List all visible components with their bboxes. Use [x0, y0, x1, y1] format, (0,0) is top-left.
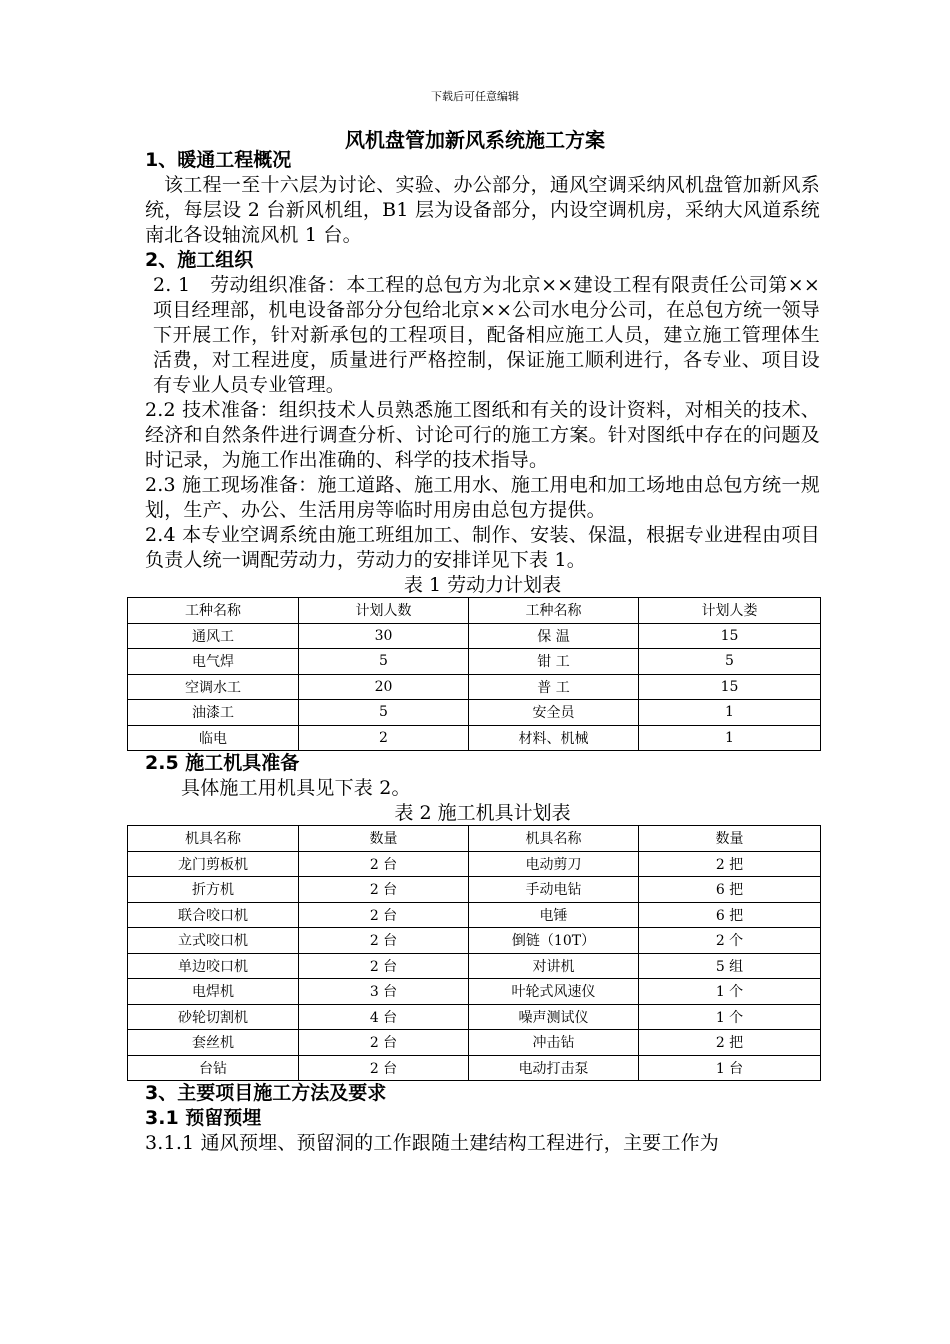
table-row	[128, 877, 821, 903]
table-header-cell: 计划人数	[299, 598, 469, 624]
table-row	[128, 928, 821, 954]
table-cell: 立式咬口机	[128, 928, 299, 954]
table-cell: 1	[639, 725, 821, 751]
table-cell: 安全员	[469, 700, 639, 726]
table-cell: 钳 工	[469, 649, 639, 675]
table-row	[128, 851, 821, 877]
table-cell: 冲击钻	[469, 1030, 639, 1056]
table-row	[128, 1055, 821, 1081]
section-2-5-text: 具体施工用机具见下表 2。	[181, 777, 411, 799]
table-cell: 4 台	[299, 1004, 469, 1030]
table-cell: 5	[639, 649, 821, 675]
table-cell: 30	[299, 623, 469, 649]
table-cell: 2 台	[299, 851, 469, 877]
table-cell: 联合咬口机	[128, 902, 299, 928]
table-cell: 2 台	[299, 1055, 469, 1081]
section-1-heading: 1、暖通工程概况	[145, 149, 292, 171]
table-cell: 电气焊	[128, 649, 299, 675]
document-title: 风机盘管加新风系统施工方案	[345, 128, 605, 152]
table-cell: 2 个	[639, 928, 821, 954]
table-header-cell: 数量	[639, 826, 821, 852]
table-cell: 龙门剪板机	[128, 851, 299, 877]
table-cell: 2 台	[299, 1030, 469, 1056]
table-cell: 叶轮式风速仪	[469, 979, 639, 1005]
table-header-cell: 工种名称	[128, 598, 299, 624]
table-cell: 2 台	[299, 902, 469, 928]
table-cell: 电动剪刀	[469, 851, 639, 877]
table-cell: 2	[299, 725, 469, 751]
section-1-text: 该工程一至十六层为讨论、实验、办公部分，通风空调采纳风机盘管加新风系统，每层设 2 台新风机组，B1 层为设备部分，内设空调机房，采纳大风道系统南北各设轴流风机 1 台。	[145, 174, 820, 246]
table-cell: 电锤	[469, 902, 639, 928]
section-2-heading: 2、施工组织	[145, 249, 254, 271]
table-cell: 20	[299, 674, 469, 700]
table-cell: 折方机	[128, 877, 299, 903]
table-cell: 1 个	[639, 1004, 821, 1030]
section-3-1-heading: 3.1 预留预埋	[145, 1107, 262, 1129]
table-row	[128, 1030, 821, 1056]
section-2-4-text: 2.4 本专业空调系统由施工班组加工、制作、安装、保温，根据专业进程由项目负责人统一调配劳动力，劳动力的安排详见下表 1。	[145, 524, 820, 571]
table-row	[128, 725, 821, 751]
table-cell: 套丝机	[128, 1030, 299, 1056]
table-header-cell: 工种名称	[469, 598, 639, 624]
table-cell: 普 工	[469, 674, 639, 700]
equipment-plan-table	[127, 825, 821, 1081]
table-cell: 油漆工	[128, 700, 299, 726]
table-cell: 1 台	[639, 1055, 821, 1081]
table-row	[128, 700, 821, 726]
section-2-1-text: 2. 1 劳动组织准备：本工程的总包方为北京××建设工程有限责任公司第××项目经理部，机电设备部分分包给北京××公司水电分公司，在总包方统一领导下开展工作，针对新承包的工程项目，配备相应施工人员，建立施工管理体生活费，对工程进度，质量进行严格控制，保证施工顺利进行，各专业、项目设有专业人员专业管理。	[153, 274, 820, 396]
table-cell: 通风工	[128, 623, 299, 649]
table-cell: 材料、机械	[469, 725, 639, 751]
table-row	[128, 623, 821, 649]
table-row	[128, 902, 821, 928]
table-header-cell: 机具名称	[128, 826, 299, 852]
table-cell: 15	[639, 674, 821, 700]
table-2-caption: 表 2 施工机具计划表	[394, 802, 571, 824]
table-row	[128, 1004, 821, 1030]
table-cell: 砂轮切割机	[128, 1004, 299, 1030]
table-cell: 空调水工	[128, 674, 299, 700]
table-cell: 3 台	[299, 979, 469, 1005]
table-cell: 2 把	[639, 1030, 821, 1056]
table-cell: 保 温	[469, 623, 639, 649]
table-cell: 电动打击泵	[469, 1055, 639, 1081]
table-cell: 2 台	[299, 928, 469, 954]
table-header-cell: 计划人娄	[639, 598, 821, 624]
table-row	[128, 674, 821, 700]
table-cell: 5 组	[639, 953, 821, 979]
table-cell: 2 台	[299, 953, 469, 979]
table-header-cell: 数量	[299, 826, 469, 852]
section-3-heading: 3、主要项目施工方法及要求	[145, 1082, 387, 1104]
section-2-2-text: 2.2 技术准备：组织技术人员熟悉施工图纸和有关的设计资料，对相关的技术、经济和自然条件进行调查分析、讨论可行的施工方案。针对图纸中存在的问题及时记录，为施工作出准确的、科学的技术指导。	[145, 399, 820, 471]
labor-plan-table	[127, 597, 821, 751]
table-header-row	[128, 826, 821, 852]
table-cell: 2 台	[299, 877, 469, 903]
table-cell: 临电	[128, 725, 299, 751]
table-row	[128, 979, 821, 1005]
section-2-5-heading: 2.5 施工机具准备	[145, 752, 300, 774]
table-cell: 1 个	[639, 979, 821, 1005]
table-row	[128, 649, 821, 675]
document-body	[145, 148, 820, 1156]
table-header-cell: 机具名称	[469, 826, 639, 852]
table-cell: 6 把	[639, 877, 821, 903]
section-2-3-text: 2.3 施工现场准备：施工道路、施工用水、施工用电和加工场地由总包方统一规划，生产、办公、生活用房等临时用房由总包方提供。	[145, 474, 820, 521]
table-cell: 单边咬口机	[128, 953, 299, 979]
table-cell: 15	[639, 623, 821, 649]
table-cell: 1	[639, 700, 821, 726]
table-1-caption: 表 1 劳动力计划表	[403, 574, 562, 596]
table-cell: 6 把	[639, 902, 821, 928]
table-cell: 电焊机	[128, 979, 299, 1005]
table-cell: 倒链（10T）	[469, 928, 639, 954]
table-cell: 对讲机	[469, 953, 639, 979]
table-header-row	[128, 598, 821, 624]
table-cell: 5	[299, 700, 469, 726]
section-3-1-1-text: 3.1.1 通风预埋、预留洞的工作跟随土建结构工程进行，主要工作为	[145, 1132, 719, 1154]
table-cell: 2 把	[639, 851, 821, 877]
table-cell: 台钻	[128, 1055, 299, 1081]
table-cell: 5	[299, 649, 469, 675]
table-cell: 手动电钻	[469, 877, 639, 903]
table-cell: 噪声测试仪	[469, 1004, 639, 1030]
page-header: 下载后可任意编辑	[431, 90, 519, 103]
table-row	[128, 953, 821, 979]
